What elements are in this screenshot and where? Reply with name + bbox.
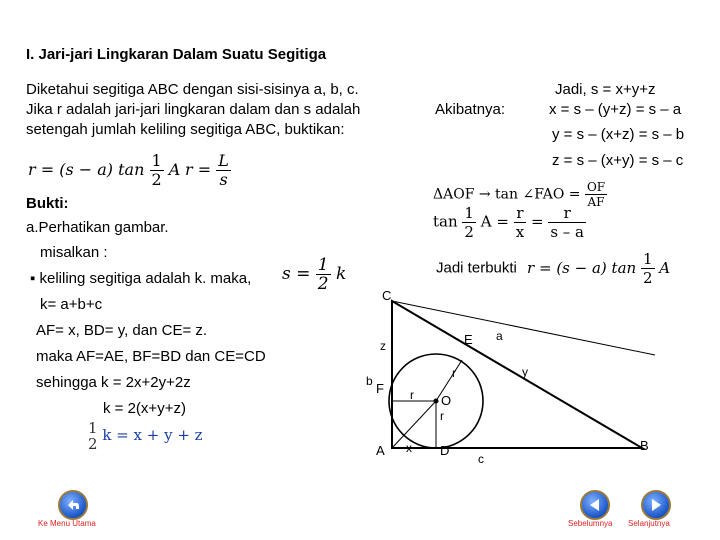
eq-y-line: y = s – (x+z) = s – b bbox=[552, 126, 685, 143]
formula-main bbox=[28, 152, 180, 189]
tan-half-num: 1 bbox=[464, 204, 474, 222]
return-arrow-icon bbox=[64, 496, 82, 514]
home-label[interactable]: Ke Menu Utama bbox=[38, 519, 96, 528]
formula-alt-den: s bbox=[219, 170, 228, 189]
label-r-e: r bbox=[452, 366, 456, 380]
akibatnya-label: Akibatnya: bbox=[435, 101, 506, 118]
jadi-terbukti-label: Jadi terbukti bbox=[436, 259, 517, 277]
r-over-sa-num: r bbox=[548, 204, 586, 223]
proof-line-2: misalkan : bbox=[40, 244, 108, 261]
label-r-d: r bbox=[440, 409, 444, 423]
prev-button[interactable] bbox=[580, 490, 610, 520]
label-x: x bbox=[406, 441, 412, 455]
eq-x-line: x = s – (y+z) = s – a bbox=[549, 101, 682, 118]
tan-angle-den: AF bbox=[587, 195, 605, 209]
s-definition-2 bbox=[88, 420, 203, 452]
formula-alt bbox=[185, 152, 231, 189]
proof-heading: Bukti: bbox=[26, 195, 69, 212]
tan-angle-fraction bbox=[585, 180, 607, 209]
proof-line-3: ▪ keliling segitiga adalah k. maka, bbox=[30, 270, 252, 287]
r-over-x-den: x bbox=[515, 223, 525, 241]
next-label[interactable]: Selanjutnya bbox=[628, 519, 670, 528]
triangle-abc bbox=[392, 301, 642, 448]
label-side-b: b bbox=[366, 374, 373, 388]
s-definition-2-den: 2 bbox=[88, 435, 98, 453]
label-f: F bbox=[376, 381, 384, 396]
s-definition-den: 2 bbox=[317, 274, 329, 294]
s-definition-tail: k bbox=[336, 264, 347, 284]
formula-alt-fraction bbox=[216, 152, 231, 189]
formula-main-lhs: r = (s − a) tan bbox=[28, 160, 145, 179]
intro-line-2: Jika r adalah jari-jari lingkaran dalam dan s adalah bbox=[26, 101, 361, 118]
final-formula-lhs: r = (s − a) tan bbox=[527, 258, 637, 277]
formula-main-fraction bbox=[150, 152, 164, 189]
r-over-sa-den: s – a bbox=[550, 223, 584, 241]
s-definition-lhs: s = bbox=[282, 264, 311, 284]
formula-main-tail: A bbox=[168, 160, 181, 179]
label-d: D bbox=[440, 443, 450, 458]
tan-half-fraction bbox=[462, 204, 476, 241]
s-definition-2-fraction bbox=[88, 420, 98, 452]
label-e: E bbox=[464, 332, 473, 347]
proof-line-4: k= a+b+c bbox=[40, 296, 103, 313]
tan-half-den: 2 bbox=[464, 223, 474, 241]
tan-angle-lhs: ΔAOF → tan ∠FAO = bbox=[433, 186, 581, 203]
intro-line-3: setengah jumlah keliling segitiga ABC, buktikan: bbox=[26, 121, 345, 138]
intro-line-1: Diketahui segitiga ABC dengan sisi-sisinya a, b, c. bbox=[26, 81, 359, 98]
left-arrow-icon bbox=[586, 496, 604, 514]
s-definition-2-tail: k = x + y + z bbox=[102, 426, 203, 444]
jadi-s-line: Jadi, s = x+y+z bbox=[555, 81, 656, 98]
proof-line-1: a.Perhatikan gambar. bbox=[26, 219, 169, 236]
tan-half-mid: A = bbox=[480, 212, 509, 231]
s-definition-2-num: 1 bbox=[88, 419, 98, 437]
proof-line-6: maka AF=AE, BF=BD dan CE=CD bbox=[36, 348, 266, 365]
proof-line-8: k = 2(x+y+z) bbox=[103, 400, 186, 417]
page-title: I. Jari-jari Lingkaran Dalam Suatu Segitiga bbox=[26, 46, 327, 63]
r-over-sa-fraction bbox=[548, 204, 586, 241]
final-formula-den: 2 bbox=[642, 269, 653, 287]
tan-half-line bbox=[433, 204, 586, 241]
label-y: y bbox=[522, 365, 528, 379]
r-over-x-num: r bbox=[514, 204, 526, 223]
final-formula-tail: A bbox=[659, 258, 671, 277]
right-arrow-icon bbox=[647, 496, 665, 514]
line-ao bbox=[392, 401, 436, 448]
label-z: z bbox=[380, 339, 386, 353]
home-button[interactable] bbox=[58, 490, 88, 520]
s-definition-fraction bbox=[316, 256, 331, 293]
eq-z-line: z = s – (x+y) = s – c bbox=[552, 152, 684, 169]
label-b: B bbox=[640, 438, 649, 453]
prev-label[interactable]: Sebelumnya bbox=[568, 519, 613, 528]
proof-line-5: AF= x, BD= y, dan CE= z. bbox=[36, 322, 208, 339]
label-o: O bbox=[441, 393, 452, 408]
label-r-f: r bbox=[410, 388, 414, 402]
label-side-a: a bbox=[496, 329, 503, 343]
formula-alt-lhs: r = bbox=[185, 160, 212, 179]
s-definition bbox=[282, 256, 346, 293]
triangle-figure bbox=[340, 280, 680, 470]
label-a: A bbox=[376, 443, 385, 458]
next-button[interactable] bbox=[641, 490, 671, 520]
formula-main-num: 1 bbox=[151, 151, 162, 170]
label-c: C bbox=[382, 288, 392, 303]
tan-angle-num: OF bbox=[586, 180, 606, 194]
formula-alt-num: L bbox=[218, 151, 229, 170]
final-formula bbox=[527, 250, 671, 287]
tan-half-eq-sign: = bbox=[530, 212, 544, 231]
extension-line bbox=[392, 301, 655, 355]
label-side-c: c bbox=[478, 452, 484, 466]
formula-main-den: 2 bbox=[151, 170, 162, 189]
s-definition-num: 1 bbox=[317, 255, 329, 275]
r-over-x-fraction bbox=[514, 204, 526, 241]
final-formula-num: 1 bbox=[642, 250, 653, 268]
proof-line-7: sehingga k = 2x+2y+2z bbox=[36, 374, 191, 391]
center-o bbox=[434, 399, 439, 404]
tan-half-lhs: tan bbox=[433, 212, 458, 231]
